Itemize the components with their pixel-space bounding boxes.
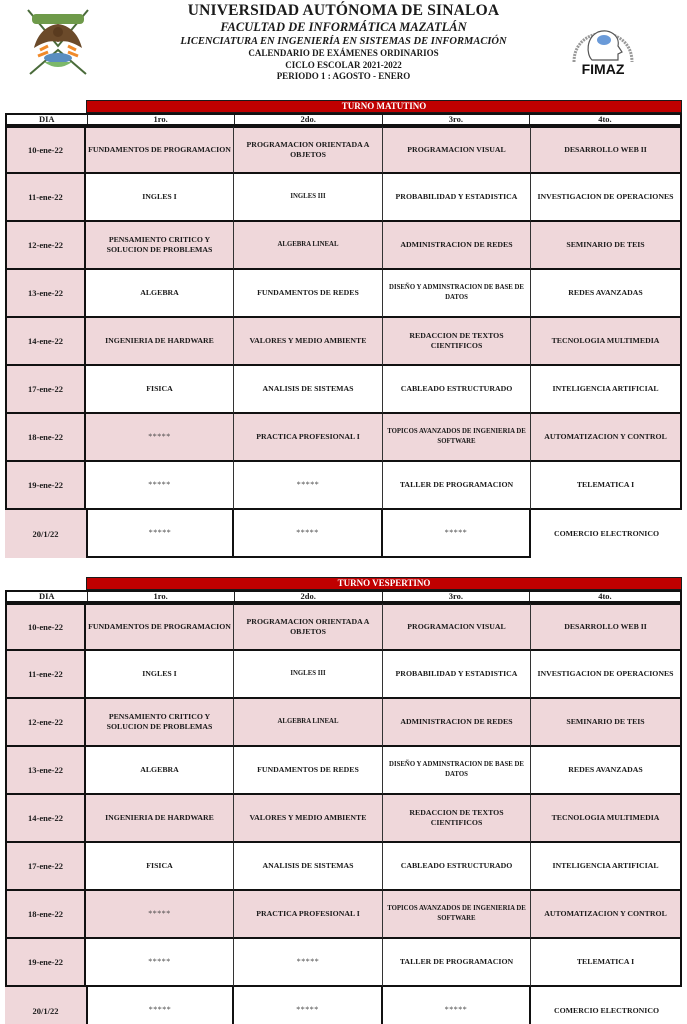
exam-cell: INGENIERIA DE HARDWARE — [86, 795, 234, 843]
col-header-dia: DIA — [7, 592, 88, 601]
exam-cell: ALGEBRA — [86, 270, 234, 318]
table-row — [5, 651, 682, 699]
exam-cell-empty: ***** — [86, 987, 234, 1024]
exam-cell: INTELIGENCIA ARTIFICIAL — [531, 366, 682, 414]
table-row — [5, 987, 682, 1024]
exam-cell: FISICA — [86, 366, 234, 414]
day-cell: 11-ene-22 — [5, 651, 86, 699]
uas-crest-logo-icon — [22, 6, 94, 78]
exam-cell: PRACTICA PROFESIONAL I — [234, 891, 383, 939]
schedule-rows — [5, 603, 682, 1024]
exam-cell: REDACCION DE TEXTOS CIENTIFICOS — [383, 795, 531, 843]
exam-cell: ALGEBRA LINEAL — [234, 699, 383, 747]
exam-cell-empty: ***** — [86, 510, 234, 558]
day-cell: 20/1/22 — [5, 510, 86, 558]
exam-cell-empty: ***** — [234, 510, 383, 558]
exam-cell: COMERCIO ELECTRONICO — [531, 987, 682, 1024]
col-header-1ro: 1ro. — [88, 592, 235, 601]
exam-cell-empty: ***** — [383, 987, 531, 1024]
day-cell: 10-ene-22 — [5, 126, 86, 174]
exam-cell: INTELIGENCIA ARTIFICIAL — [531, 843, 682, 891]
day-cell: 14-ene-22 — [5, 318, 86, 366]
fimaz-head-logo-icon — [568, 10, 638, 78]
table-row — [5, 318, 682, 366]
table-row — [5, 270, 682, 318]
svg-text:FIMAZ: FIMAZ — [581, 61, 625, 77]
exam-cell: TALLER DE PROGRAMACION — [383, 939, 531, 987]
exam-cell: DISEÑO Y ADMINSTRACION DE BASE DE DATOS — [383, 270, 531, 318]
exam-cell: PENSAMIENTO CRITICO Y SOLUCION DE PROBLEMAS — [86, 222, 234, 270]
day-cell: 13-ene-22 — [5, 747, 86, 795]
day-cell: 18-ene-22 — [5, 414, 86, 462]
col-header-3ro: 3ro. — [383, 592, 530, 601]
exam-cell: ANALISIS DE SISTEMAS — [234, 366, 383, 414]
table-row — [5, 414, 682, 462]
exam-cell: REDACCION DE TEXTOS CIENTIFICOS — [383, 318, 531, 366]
exam-cell: TOPICOS AVANZADOS DE INGENIERIA DE SOFTWARE — [383, 414, 531, 462]
table-row — [5, 603, 682, 651]
turno-vespertino-bar: TURNO VESPERTINO — [86, 577, 682, 590]
exam-cell: PROBABILIDAD Y ESTADISTICA — [383, 651, 531, 699]
table-row — [5, 795, 682, 843]
exam-cell: INGLES III — [234, 651, 383, 699]
exam-cell: PROGRAMACION ORIENTADA A OBJETOS — [234, 126, 383, 174]
exam-cell: PRACTICA PROFESIONAL I — [234, 414, 383, 462]
col-header-1ro: 1ro. — [88, 115, 235, 124]
exam-cell: ALGEBRA — [86, 747, 234, 795]
faculty-title: FACULTAD DE INFORMÁTICA MAZATLÁN — [220, 20, 467, 34]
exam-cell: DESARROLLO WEB II — [531, 603, 682, 651]
table-row — [5, 222, 682, 270]
table-row — [5, 366, 682, 414]
exam-cell: FUNDAMENTOS DE PROGRAMACION — [86, 603, 234, 651]
period-title: PERIODO 1 : AGOSTO - ENERO — [276, 71, 411, 81]
exam-cell: COMERCIO ELECTRONICO — [531, 510, 682, 558]
exam-cell: PROGRAMACION VISUAL — [383, 126, 531, 174]
table-row — [5, 843, 682, 891]
col-header-2do: 2do. — [235, 115, 383, 124]
exam-cell-empty: ***** — [234, 939, 383, 987]
program-title: LICENCIATURA EN INGENIERÍA EN SISTEMAS DE INFORMACIÓN — [180, 36, 507, 47]
exam-cell: PENSAMIENTO CRITICO Y SOLUCION DE PROBLEMAS — [86, 699, 234, 747]
exam-cell: ADMINISTRACION DE REDES — [383, 222, 531, 270]
exam-cell: AUTOMATIZACION Y CONTROL — [531, 414, 682, 462]
table-row — [5, 174, 682, 222]
col-header-4to: 4to. — [598, 591, 612, 601]
exam-cell: ALGEBRA LINEAL — [234, 222, 383, 270]
exam-cell: TECNOLOGIA MULTIMEDIA — [531, 795, 682, 843]
turno-matutino-bar: TURNO MATUTINO — [86, 100, 682, 113]
exam-cell: INGLES I — [86, 174, 234, 222]
table-row — [5, 747, 682, 795]
exam-cell: ANALISIS DE SISTEMAS — [234, 843, 383, 891]
day-cell: 18-ene-22 — [5, 891, 86, 939]
exam-cell: ADMINISTRACION DE REDES — [383, 699, 531, 747]
col-header-4to: 4to. — [598, 114, 612, 124]
exam-cell: CABLEADO ESTRUCTURADO — [383, 843, 531, 891]
exam-cell: FUNDAMENTOS DE PROGRAMACION — [86, 126, 234, 174]
exam-cell: INGENIERIA DE HARDWARE — [86, 318, 234, 366]
exam-cell: FUNDAMENTOS DE REDES — [234, 270, 383, 318]
university-title: UNIVERSIDAD AUTÓNOMA DE SINALOA — [187, 2, 500, 19]
exam-cell: INVESTIGACION DE OPERACIONES — [531, 174, 682, 222]
day-cell: 13-ene-22 — [5, 270, 86, 318]
table-row — [5, 699, 682, 747]
exam-cell: TELEMATICA I — [531, 462, 682, 510]
day-cell: 12-ene-22 — [5, 222, 86, 270]
exam-cell: TECNOLOGIA MULTIMEDIA — [531, 318, 682, 366]
day-cell: 10-ene-22 — [5, 603, 86, 651]
col-header-3ro: 3ro. — [383, 115, 530, 124]
exam-cell: PROGRAMACION ORIENTADA A OBJETOS — [234, 603, 383, 651]
day-cell: 14-ene-22 — [5, 795, 86, 843]
exam-cell: TELEMATICA I — [531, 939, 682, 987]
cycle-title: CICLO ESCOLAR 2021-2022 — [285, 59, 402, 70]
exam-cell-empty: ***** — [86, 414, 234, 462]
column-header-row — [5, 113, 682, 126]
exam-cell-empty: ***** — [86, 462, 234, 510]
day-cell: 17-ene-22 — [5, 843, 86, 891]
day-cell: 17-ene-22 — [5, 366, 86, 414]
day-cell: 19-ene-22 — [5, 939, 86, 987]
exam-cell: FUNDAMENTOS DE REDES — [234, 747, 383, 795]
exam-cell: FISICA — [86, 843, 234, 891]
day-cell: 12-ene-22 — [5, 699, 86, 747]
exam-cell: INGLES III — [234, 174, 383, 222]
col-header-dia: DIA — [7, 115, 88, 124]
exam-cell: VALORES Y MEDIO AMBIENTE — [234, 318, 383, 366]
exam-cell: SEMINARIO DE TEIS — [531, 699, 682, 747]
exam-cell: PROBABILIDAD Y ESTADISTICA — [383, 174, 531, 222]
column-header-row — [5, 590, 682, 603]
exam-cell-empty: ***** — [234, 462, 383, 510]
exam-cell: REDES AVANZADAS — [531, 270, 682, 318]
day-cell: 19-ene-22 — [5, 462, 86, 510]
exam-cell-empty: ***** — [234, 987, 383, 1024]
exam-cell: VALORES Y MEDIO AMBIENTE — [234, 795, 383, 843]
exam-cell: DISEÑO Y ADMINSTRACION DE BASE DE DATOS — [383, 747, 531, 795]
exam-cell: TOPICOS AVANZADOS DE INGENIERIA DE SOFTWARE — [383, 891, 531, 939]
table-row — [5, 939, 682, 987]
exam-cell: PROGRAMACION VISUAL — [383, 603, 531, 651]
exam-cell-empty: ***** — [86, 891, 234, 939]
exam-cell-empty: ***** — [383, 510, 531, 558]
table-row — [5, 462, 682, 510]
schedule-rows — [5, 126, 682, 558]
day-cell: 20/1/22 — [5, 987, 86, 1024]
table-row — [5, 891, 682, 939]
document-title: CALENDARIO DE EXÁMENES ORDINARIOS — [248, 48, 439, 58]
day-cell: 11-ene-22 — [5, 174, 86, 222]
exam-cell: SEMINARIO DE TEIS — [531, 222, 682, 270]
col-header-2do: 2do. — [235, 592, 383, 601]
table-row — [5, 510, 682, 558]
exam-cell: INGLES I — [86, 651, 234, 699]
exam-cell: AUTOMATIZACION Y CONTROL — [531, 891, 682, 939]
document-header — [0, 0, 687, 96]
exam-cell: INVESTIGACION DE OPERACIONES — [531, 651, 682, 699]
exam-cell-empty: ***** — [86, 939, 234, 987]
exam-cell: CABLEADO ESTRUCTURADO — [383, 366, 531, 414]
exam-cell: REDES AVANZADAS — [531, 747, 682, 795]
exam-cell: DESARROLLO WEB II — [531, 126, 682, 174]
exam-cell: TALLER DE PROGRAMACION — [383, 462, 531, 510]
table-row — [5, 126, 682, 174]
